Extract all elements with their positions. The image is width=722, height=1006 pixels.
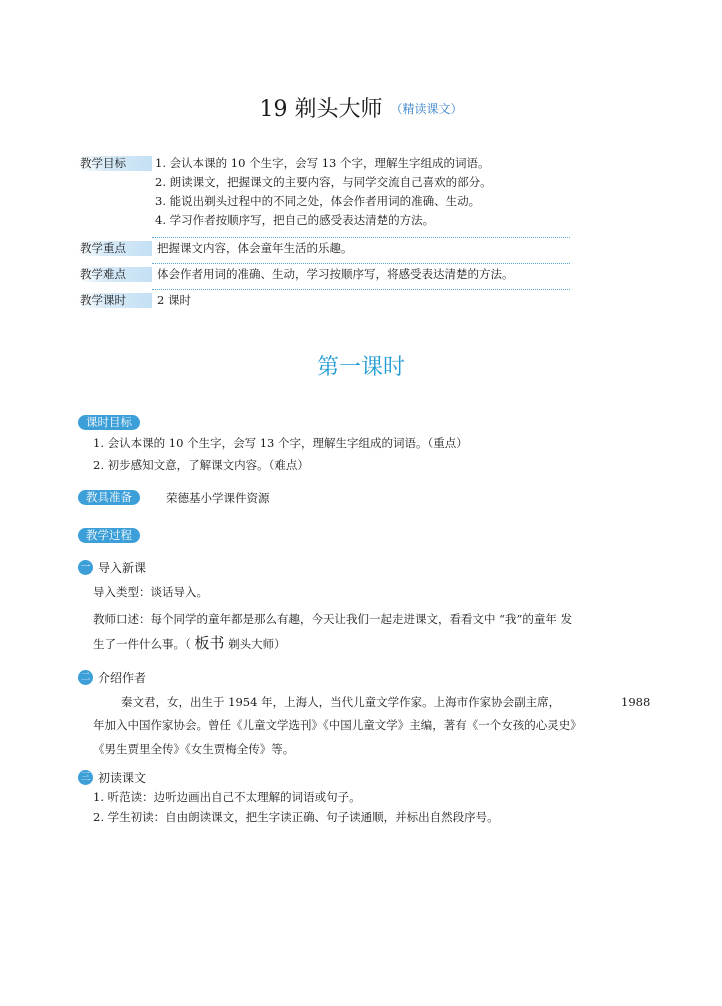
lesson-goal-item: 2. 初步感知文意，了解课文内容。（难点） bbox=[93, 458, 309, 472]
page-title bbox=[0, 92, 722, 123]
prep-pill: 教具准备 bbox=[78, 490, 140, 505]
step-text: 年加入中国作家协会。曾任《儿童文学选刊》《中国儿童文学》主编，著有《一个女孩的心灵史》 bbox=[93, 718, 582, 732]
step-text: 秦文君，女，出生于 1954 年，上海人，当代儿童文学作家。上海市作家协会副主席， bbox=[121, 695, 561, 709]
key-text: 把握课文内容，体会童年生活的乐趣。 bbox=[157, 241, 353, 255]
step-text-pre: 生了一件什么事。（ bbox=[93, 637, 191, 651]
step-text bbox=[93, 634, 286, 653]
step-number: 一 bbox=[78, 560, 93, 575]
step-text: 1. 听范读：边听边画出自己不太理解的词语或句子。 bbox=[93, 790, 361, 804]
lesson-goal-item: 1. 会认本课的 10 个生字，会写 13 个字，理解生字组成的词语。（重点） bbox=[93, 436, 468, 450]
goal-item: 3. 能说出剃头过程中的不同之处，体会作者用词的准确、生动。 bbox=[155, 194, 481, 208]
difficult-label: 教学难点 bbox=[78, 267, 152, 282]
title-main: 19 剃头大师 bbox=[259, 97, 383, 122]
goal-item: 1. 会认本课的 10 个生字，会写 13 个字，理解生字组成的词语。 bbox=[155, 156, 490, 170]
prep-text: 荣德基小学课件资源 bbox=[166, 491, 270, 505]
hours-label: 教学课时 bbox=[78, 293, 152, 308]
step-text: 2. 学生初读：自由朗读课文，把生字读正确、句子读通顺，并标出自然段序号。 bbox=[93, 810, 499, 824]
step-number: 二 bbox=[78, 670, 93, 685]
step-title: 导入新课 bbox=[98, 561, 147, 575]
hours-text: 2 课时 bbox=[157, 293, 191, 307]
board-label: 板书 bbox=[194, 634, 225, 652]
step-text: 《男生贾里全传》《女生贾梅全传》等。 bbox=[93, 742, 295, 756]
step-title: 初读课文 bbox=[98, 771, 147, 785]
step-text: 教师口述：每个同学的童年都是那么有趣，今天让我们一起走进课文，看看文中 “我”的童年 发 bbox=[93, 612, 573, 626]
step-text-post: 剃头大师） bbox=[228, 637, 286, 651]
lesson-goals-pill: 课时目标 bbox=[78, 415, 140, 430]
step-title: 介绍作者 bbox=[98, 671, 147, 685]
process-pill: 教学过程 bbox=[78, 528, 140, 543]
step-text: 导入类型：谈话导入。 bbox=[93, 585, 208, 599]
lesson-heading: 第一课时 bbox=[316, 355, 405, 380]
goal-item: 4. 学习作者按顺序写，把自己的感受表达清楚的方法。 bbox=[155, 213, 435, 227]
divider bbox=[152, 289, 570, 290]
divider bbox=[152, 263, 570, 264]
key-label: 教学重点 bbox=[78, 241, 152, 256]
step-text-year: 1988 bbox=[621, 695, 651, 709]
goals-list bbox=[155, 154, 492, 230]
title-tag: （精读课文） bbox=[390, 102, 463, 116]
step-number: 三 bbox=[78, 770, 93, 785]
goal-item: 2. 朗读课文，把握课文的主要内容，与同学交流自己喜欢的部分。 bbox=[155, 175, 492, 189]
difficult-text: 体会作者用词的准确、生动，学习按顺序写，将感受表达清楚的方法。 bbox=[157, 267, 514, 281]
goals-label: 教学目标 bbox=[78, 156, 152, 171]
divider bbox=[152, 237, 570, 238]
